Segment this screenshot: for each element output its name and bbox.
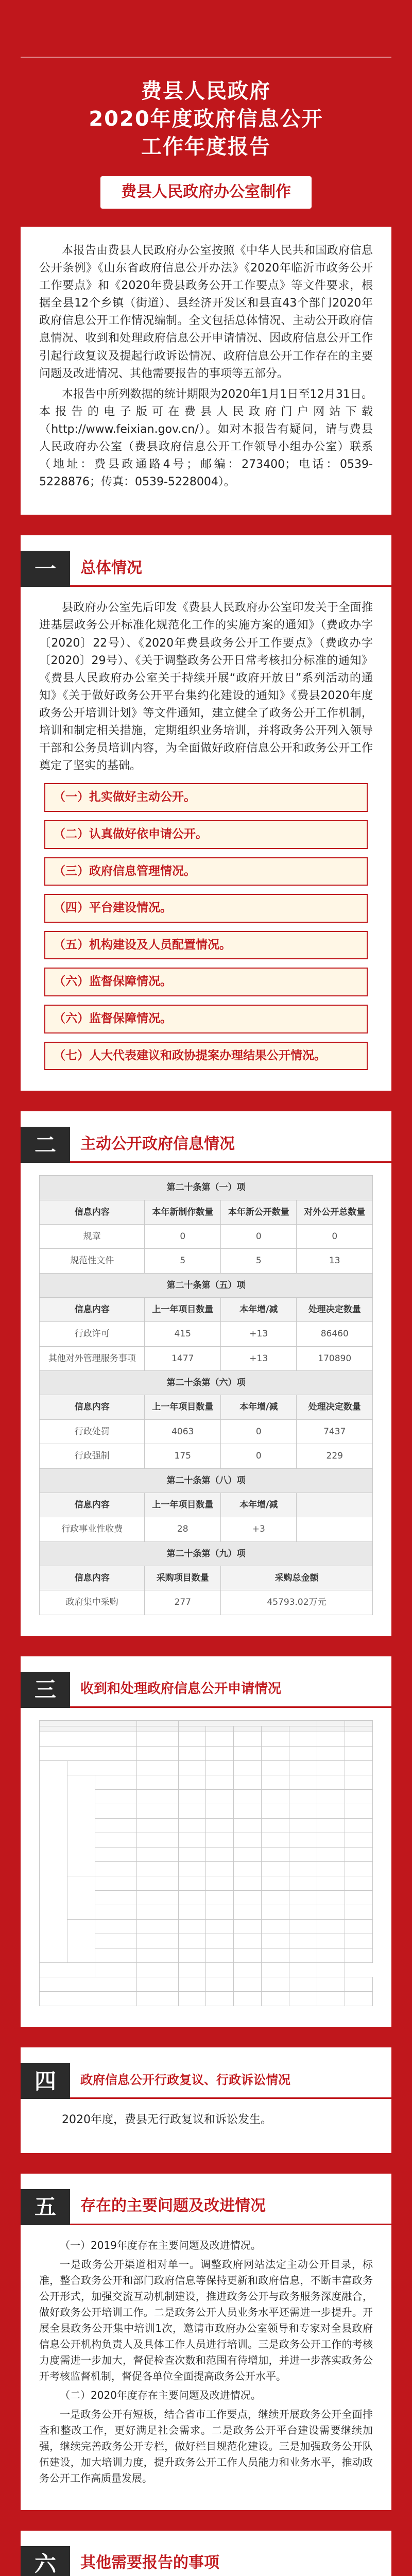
section-number: 二 (21, 1127, 70, 1163)
table-cell: 28 (145, 1517, 221, 1541)
subsection-item: （一）扎实做好主动公开。 (44, 783, 368, 812)
table-cell: 4063 (145, 1419, 221, 1444)
section-number: 四 (21, 2063, 70, 2099)
table-row (40, 1517, 373, 1541)
table-row (40, 1322, 373, 1346)
table-cell: 5 (145, 1249, 221, 1273)
application-table-wrapper (39, 1720, 373, 2007)
section-number: 一 (21, 551, 70, 587)
problems-heading-1: （一）2019年度存在主要问题及改进情况。 (60, 2239, 261, 2251)
section-title: 主动公开政府信息情况 (70, 1127, 391, 1163)
problems-heading-2: （二）2020年度存在主要问题及改进情况。 (60, 2388, 261, 2401)
section-applications (21, 1656, 391, 2027)
subsection-item: （六）监督保障情况。 (44, 1005, 368, 1033)
section-title: 收到和处理政府信息公开申请情况 (70, 1672, 391, 1708)
table-row (40, 1249, 373, 1273)
table-header: 本年增/减 (220, 1493, 297, 1517)
table-cell: 45793.02万元 (220, 1590, 372, 1615)
table-cell: 0 (220, 1225, 297, 1249)
table-header (297, 1493, 373, 1517)
problems-paragraph-1: 一是政务公开渠道相对单一。调整政府网站法定主动公开目录，标准，整合政务公开和部门政府信息等保持更新和政府信息，不断丰富政务公开形式，加强交流互动机制建设，推进政务公开与政务服务深度融合，做好政务公开培训工作。二是政务公开人员业务水平还需进一步提升。开展全县政务公开集中培训1次，邀请市政府办公室领导和专家对全县政府信息公开机构负责人及具体工作人员进行培训。三是政务公开工作的考核力度需进一步加大，督促检查次数和范围有待增加，并进一步落实政务公开考核监督机制，督促各单位全面提高政务公开水平。 (39, 2258, 373, 2382)
report-header (0, 0, 412, 227)
table-caption: 第二十条第（五）项 (40, 1273, 373, 1297)
table-cell: 7437 (297, 1419, 373, 1444)
table-header: 上一年项目数量 (145, 1298, 221, 1322)
table-cell: 行政处罚 (40, 1419, 145, 1444)
application-statistics-table (39, 1720, 373, 2007)
title-line-1: 费县人民政府 (141, 79, 271, 103)
section-header (21, 2063, 391, 2099)
section-title: 存在的主要问题及改进情况 (70, 2189, 391, 2225)
table-header: 本年增/减 (220, 1298, 297, 1322)
section-title: 政府信息公开行政复议、行政诉讼情况 (70, 2063, 391, 2099)
section-header (21, 2189, 391, 2225)
section-overall (21, 535, 391, 1091)
section-title: 总体情况 (70, 551, 391, 587)
table-cell (297, 1517, 373, 1541)
subsection-item: （七）人大代表建议和政协提案办理结果公开情况。 (44, 1042, 368, 1071)
table-header: 本年新制作数量 (145, 1200, 221, 1224)
table-cell: 规章 (40, 1225, 145, 1249)
table-cell: 行政强制 (40, 1444, 145, 1468)
table-cell: 0 (220, 1419, 297, 1444)
table-cell: +13 (220, 1322, 297, 1346)
table-header: 信息内容 (40, 1395, 145, 1419)
section-paragraph: 县政府办公室先后印发《费县人民政府办公室印发关于全面推进基层政务公开标准化规范化工作的实施方案的通知》（费政办字〔2020〕22号）、《2020年费县政务公开工作要点》（费政办字〔2020〕29号）、《关于调整政务公开日常考核扣分标准的通知》《费县人民政府办公室关于持续开展“政府开放日”系列活动的通知》《关于做好政务公开平台集约化建设的通知》《费县2020年度政务公开培训计划》等文件通知，建立健全了政务公开工作机制，培训和制定相关措施，定期组织业务培训，并将政务公开列入领导干部和公务员培训内容，为全面做好政府信息公开和政务公开工作奠定了坚实的基础。 (39, 601, 373, 773)
section-number: 六 (21, 2546, 70, 2576)
table-cell: 0 (297, 1225, 373, 1249)
table-header: 采购项目数量 (145, 1566, 221, 1590)
section-header (21, 551, 391, 587)
section-text: 2020年度，费县无行政复议和诉讼发生。 (62, 2113, 272, 2127)
disclosure-table (39, 1175, 373, 1615)
table-cell: 0 (145, 1225, 221, 1249)
table-row (40, 1444, 373, 1468)
table-caption: 第二十条第（八）项 (40, 1468, 373, 1493)
intro-paragraph-2: 本报告中所列数据的统计期限为2020年1月1日至12月31日。本报告的电子版可在费县人民政府门户网站下载（http://www.feixian.gov.cn/）。如对本报告有疑问，请与费县人民政府办公室（费县政府信息公开工作领导小组办公室）联系（地址：费县政通路4号；邮编：273400；电话：0539-5228876；传真：0539-5228004）。 (39, 387, 373, 489)
section-problems (21, 2174, 391, 2510)
table-header: 信息内容 (40, 1566, 145, 1590)
title-line-3: 工作年度报告 (141, 135, 271, 159)
table-header: 处理决定数量 (297, 1298, 373, 1322)
table-cell: 政府集中采购 (40, 1590, 145, 1615)
table-caption: 第二十条第（九）项 (40, 1541, 373, 1566)
table-cell: 行政许可 (40, 1322, 145, 1346)
table-header: 本年增/减 (220, 1395, 297, 1419)
intro-card (21, 227, 391, 515)
subsection-item: （五）机构建设及人员配置情况。 (44, 931, 368, 960)
table-row (40, 1590, 373, 1615)
table-header: 上一年项目数量 (145, 1395, 221, 1419)
section-proactive-disclosure (21, 1111, 391, 1635)
table-cell: 1477 (145, 1346, 221, 1370)
table-cell: 86460 (297, 1322, 373, 1346)
table-header: 采购总金额 (220, 1566, 372, 1590)
table-cell: 规范性文件 (40, 1249, 145, 1273)
table-header: 信息内容 (40, 1200, 145, 1224)
section-number: 三 (21, 1672, 70, 1708)
intro-paragraph-1: 本报告由费县人民政府办公室按照《中华人民共和国政府信息公开条例》《山东省政府信息公开办法》《2020年临沂市政务公开工作要点》和《2020年费县政务公开工作要点》等文件要求，根据全县12个乡镇（街道）、县经济开发区和县直43个部门2020年政府信息公开工作情况编制。全文包括总体情况、主动公开政府信息情况、收到和处理政府信息公开申请情况、因政府信息公开工作引起行政复议及提起行政诉讼情况、政府信息公开工作存在的主要问题及改进情况、其他需要报告的事项等五部分。 (39, 244, 373, 380)
table-header: 上一年项目数量 (145, 1493, 221, 1517)
header-top-line (21, 57, 391, 58)
table-header: 处理决定数量 (297, 1395, 373, 1419)
section-title: 其他需要报告的事项 (70, 2546, 391, 2576)
title-line-2: 2020年度政府信息公开 (89, 107, 323, 131)
table-row (40, 1225, 373, 1249)
section-number: 五 (21, 2189, 70, 2225)
table-header: 信息内容 (40, 1493, 145, 1517)
table-header: 对外公开总数量 (297, 1200, 373, 1224)
table-caption: 第二十条第（一）项 (40, 1176, 373, 1200)
section-other (21, 2531, 391, 2576)
table-cell: 277 (145, 1590, 221, 1615)
table-header: 信息内容 (40, 1298, 145, 1322)
subsection-item: （六）监督保障情况。 (44, 968, 368, 996)
table-cell: 170890 (297, 1346, 373, 1370)
subsection-item: （二）认真做好依申请公开。 (44, 820, 368, 849)
table-cell: 229 (297, 1444, 373, 1468)
table-cell: 行政事业性收费 (40, 1517, 145, 1541)
problems-paragraph-2: 一是政务公开有短板，结合省市工作要点，继续开展政务公开全面排查和整改工作，更好满足社会需求。二是政务公开平台建设需要继续加强，继续完善政务公开专栏，做好栏目规范化建设。三是加强政务公开队伍建设，加大培训力度，提升政务公开工作人员能力和业务水平，推动政务公开工作高质量发展。 (39, 2408, 373, 2484)
table-row (40, 1346, 373, 1370)
section-review-litigation (21, 2047, 391, 2153)
table-cell: 415 (145, 1322, 221, 1346)
table-cell: +3 (220, 1517, 297, 1541)
table-caption: 第二十条第（六）项 (40, 1371, 373, 1395)
table-header: 本年新公开数量 (220, 1200, 297, 1224)
section-header (21, 2546, 391, 2576)
section-header (21, 1127, 391, 1163)
table-cell: 175 (145, 1444, 221, 1468)
table-cell: 13 (297, 1249, 373, 1273)
table-cell: 5 (220, 1249, 297, 1273)
table-cell: +13 (220, 1346, 297, 1370)
subsection-item: （四）平台建设情况。 (44, 894, 368, 923)
table-cell: 其他对外管理服务事项 (40, 1346, 145, 1370)
table-row (40, 1419, 373, 1444)
subsection-item: （三）政府信息管理情况。 (44, 857, 368, 886)
table-cell: 0 (220, 1444, 297, 1468)
report-title (0, 77, 412, 161)
report-subtitle: 费县人民政府办公室制作 (100, 176, 312, 209)
section-header (21, 1672, 391, 1708)
